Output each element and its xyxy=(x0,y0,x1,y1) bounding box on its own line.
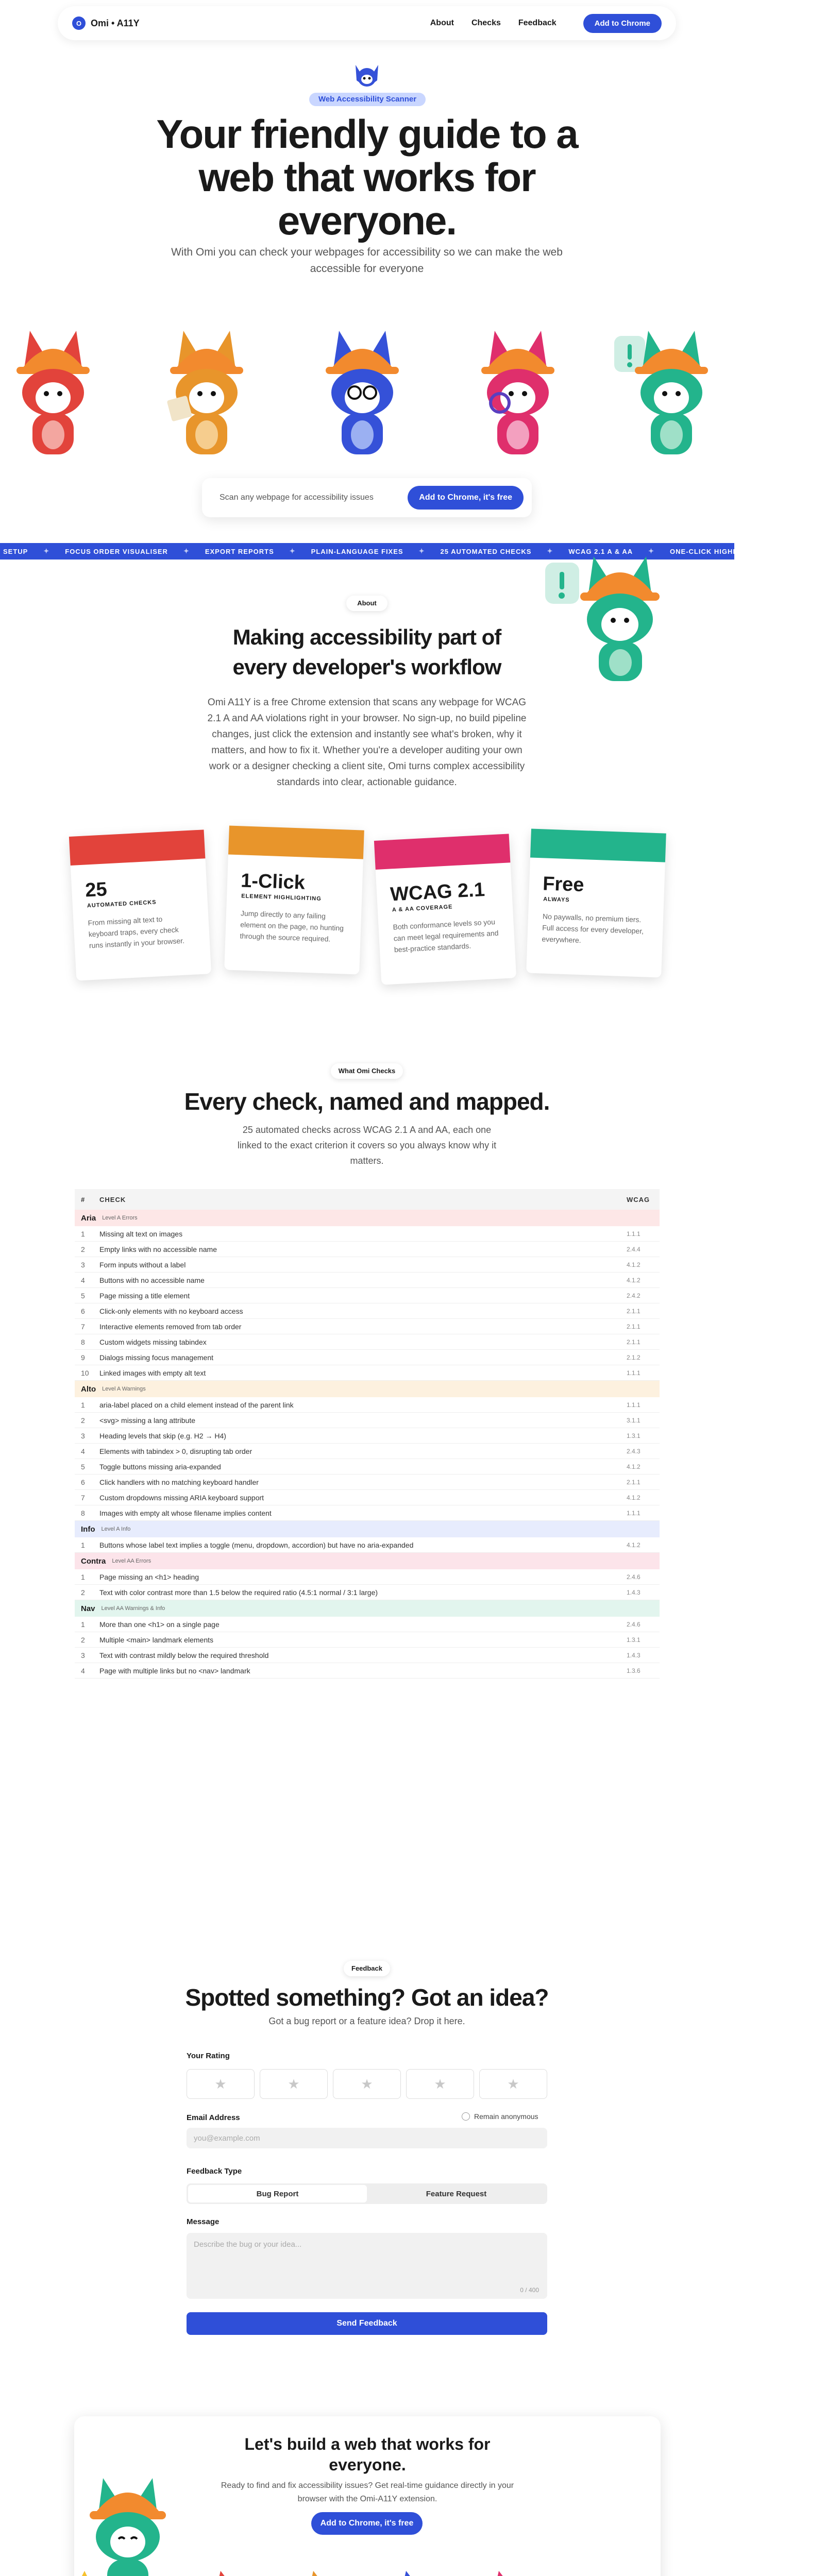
col-num-header: # xyxy=(81,1195,86,1204)
row-wcag: 1.1.1 xyxy=(627,1230,640,1238)
scan-bar xyxy=(202,478,532,517)
message-label: Message xyxy=(187,2217,220,2226)
row-number: 4 xyxy=(81,1276,85,1284)
mascot-green-icon xyxy=(612,315,715,465)
feedback-subtitle: Got a bug report or a feature idea? Drop it here. xyxy=(268,2016,465,2026)
row-check: Click handlers with no matching keyboard handler xyxy=(99,1478,259,1486)
row-check: Multiple <main> landmark elements xyxy=(99,1635,213,1644)
table-row xyxy=(75,1303,660,1319)
star-1-icon[interactable]: ★ xyxy=(187,2069,255,2099)
row-number: 7 xyxy=(81,1322,85,1331)
row-wcag: 4.1.2 xyxy=(627,1463,640,1470)
row-number: 8 xyxy=(81,1509,85,1517)
row-number: 7 xyxy=(81,1493,85,1502)
row-wcag: 2.4.6 xyxy=(627,1573,640,1581)
card-desc: From missing alt text to keyboard traps, every check runs instantly in your browser. xyxy=(88,914,185,950)
top-nav xyxy=(58,6,676,40)
cta-title: Let's build a web that works for everyone. xyxy=(244,2435,491,2474)
table-row xyxy=(75,1569,660,1585)
row-check: Missing alt text on images xyxy=(99,1229,183,1238)
table-group-header xyxy=(75,1381,660,1397)
card-label: A & AA COVERAGE xyxy=(392,904,453,913)
rating-label: Your Rating xyxy=(187,2052,230,2060)
group-level: Level AA Warnings & Info xyxy=(101,1605,165,1612)
table-group-header xyxy=(75,1210,660,1226)
mascot-red-icon xyxy=(14,315,92,465)
table-row xyxy=(75,1537,660,1553)
row-number: 3 xyxy=(81,1260,85,1269)
table-row xyxy=(75,1319,660,1334)
row-wcag: 1.1.1 xyxy=(627,1509,640,1517)
row-number: 1 xyxy=(81,1620,85,1629)
row-number: 6 xyxy=(81,1478,85,1486)
row-check: Form inputs without a label xyxy=(99,1260,186,1269)
row-wcag: 2.4.3 xyxy=(627,1447,640,1455)
email-field[interactable]: you@example.com xyxy=(187,2128,547,2148)
table-row xyxy=(75,1350,660,1365)
star-rating xyxy=(187,2069,547,2099)
row-check: Dialogs missing focus management xyxy=(99,1353,213,1362)
hero-badge: Web Accessibility Scanner xyxy=(309,93,426,106)
row-check: Buttons with no accessible name xyxy=(99,1276,205,1284)
stat-card-checks xyxy=(69,829,211,980)
group-level: Level A Warnings xyxy=(102,1386,146,1392)
table-row xyxy=(75,1288,660,1303)
row-check: Text with contrast mildly below the required threshold xyxy=(99,1651,269,1659)
card-header xyxy=(530,829,666,862)
marquee-item: SETUP xyxy=(3,547,28,555)
checks-table xyxy=(75,1189,660,1679)
mascot-orange-icon xyxy=(168,315,245,465)
group-level: Level A Errors xyxy=(102,1215,138,1221)
radio-icon xyxy=(462,2112,470,2121)
row-number: 1 xyxy=(81,1229,85,1238)
stat-card-wcag xyxy=(374,834,516,985)
table-row xyxy=(75,1365,660,1381)
row-number: 2 xyxy=(81,1588,85,1597)
marquee-item: ONE-CLICK HIGHLIGHTING xyxy=(670,547,769,555)
row-wcag: 1.1.1 xyxy=(627,1369,640,1377)
about-title: Making accessibility part of every developer's workflow xyxy=(232,625,501,679)
table-row xyxy=(75,1459,660,1475)
add-to-chrome-button[interactable]: Add to Chrome xyxy=(583,14,662,33)
row-number: 9 xyxy=(81,1353,85,1362)
group-level: Level A Info xyxy=(101,1526,131,1532)
brand-name: Omi • A11Y xyxy=(91,18,140,28)
nav-link-checks[interactable]: Checks xyxy=(471,19,501,27)
message-field[interactable] xyxy=(187,2233,547,2299)
table-row xyxy=(75,1490,660,1505)
star-4-icon[interactable]: ★ xyxy=(406,2069,474,2099)
stat-card-click xyxy=(224,826,364,975)
card-desc: No paywalls, no premium tiers. Full access for every developer, everywhere. xyxy=(542,912,644,945)
char-counter: 0 / 400 xyxy=(520,2286,539,2294)
table-row xyxy=(75,1226,660,1242)
table-row xyxy=(75,1273,660,1288)
row-number: 5 xyxy=(81,1462,85,1471)
row-number: 2 xyxy=(81,1245,85,1253)
card-label: AUTOMATED CHECKS xyxy=(87,899,157,909)
row-check: Interactive elements removed from tab order xyxy=(99,1322,242,1331)
row-number: 3 xyxy=(81,1651,85,1659)
row-check: Heading levels that skip (e.g. H2 → H4) xyxy=(99,1431,226,1440)
table-row xyxy=(75,1632,660,1648)
row-number: 4 xyxy=(81,1447,85,1455)
marquee-item: WCAG 2.1 A & AA xyxy=(568,547,633,555)
row-wcag: 1.3.1 xyxy=(627,1636,640,1643)
table-header xyxy=(75,1189,660,1210)
cta-add-to-chrome-button[interactable]: Add to Chrome, it's free xyxy=(311,2512,423,2535)
row-check: Elements with tabindex > 0, disrupting tab order xyxy=(99,1447,252,1455)
email-label: Email Address xyxy=(187,2113,240,2122)
group-name: Info xyxy=(81,1524,95,1534)
scan-prompt: Scan any webpage for accessibility issues xyxy=(220,493,374,502)
about-pill: About xyxy=(346,596,387,611)
row-check: Custom widgets missing tabindex xyxy=(99,1337,207,1346)
feedback-type-toggle xyxy=(187,2183,547,2204)
row-number: 5 xyxy=(81,1291,85,1300)
nav-link-feedback[interactable]: Feedback xyxy=(518,19,557,27)
table-row xyxy=(75,1444,660,1459)
group-name: Alto xyxy=(81,1384,96,1394)
nav-link-about[interactable]: About xyxy=(430,19,454,27)
tab-bug-report[interactable]: Bug Report xyxy=(188,2185,367,2202)
table-row xyxy=(75,1413,660,1428)
about-mascot-icon xyxy=(542,544,669,683)
table-row xyxy=(75,1397,660,1413)
row-check: Buttons whose label text implies a toggle (menu, dropdown, accordion) but have no aria-expanded xyxy=(99,1540,414,1549)
cta-body: Ready to find and fix accessibility issues? Get real-time guidance directly in your browser with the Omi-A11Y extension. xyxy=(221,2481,514,2503)
row-number: 3 xyxy=(81,1431,85,1440)
row-wcag: 2.1.1 xyxy=(627,1323,640,1330)
row-number: 1 xyxy=(81,1540,85,1549)
row-number: 4 xyxy=(81,1666,85,1675)
marquee-item: FOCUS ORDER VISUALISER xyxy=(65,547,168,555)
col-check-header: CHECK xyxy=(99,1195,126,1204)
table-row xyxy=(75,1257,660,1273)
row-number: 2 xyxy=(81,1416,85,1425)
row-wcag: 2.4.2 xyxy=(627,1292,640,1299)
checks-body: 25 automated checks across WCAG 2.1 A and AA, each one linked to the exact criterion it covers so you always know why it matters. xyxy=(237,1125,497,1166)
group-name: Contra xyxy=(81,1556,106,1566)
row-number: 2 xyxy=(81,1635,85,1644)
brand-logo[interactable] xyxy=(72,16,140,30)
table-row xyxy=(75,1648,660,1663)
card-label: ELEMENT HIGHLIGHTING xyxy=(241,893,322,902)
table-row xyxy=(75,1334,660,1350)
row-check: More than one <h1> on a single page xyxy=(99,1620,220,1629)
row-check: Page missing a title element xyxy=(99,1291,190,1300)
card-label: ALWAYS xyxy=(543,896,570,904)
row-check: Page missing an <h1> heading xyxy=(99,1572,199,1581)
marquee-item: EXPORT REPORTS xyxy=(205,547,274,555)
send-feedback-button[interactable]: Send Feedback xyxy=(187,2312,547,2335)
row-wcag: 2.1.1 xyxy=(627,1478,640,1486)
row-wcag: 4.1.2 xyxy=(627,1541,640,1549)
card-value: 1-Click xyxy=(240,870,306,894)
row-number: 10 xyxy=(81,1368,89,1377)
anonymous-label: Remain anonymous xyxy=(474,2112,538,2121)
hero-subtitle: With Omi you can check your webpages for accessibility so we can make the web accessible for everyone xyxy=(171,246,563,275)
row-number: 6 xyxy=(81,1307,85,1315)
col-wcag-header: WCAG xyxy=(627,1195,650,1204)
row-wcag: 4.1.2 xyxy=(627,1494,640,1501)
nav-links xyxy=(430,19,557,28)
feedback-pill: Feedback xyxy=(344,1961,390,1976)
star-2-icon[interactable]: ★ xyxy=(260,2069,328,2099)
table-row xyxy=(75,1428,660,1444)
table-row xyxy=(75,1475,660,1490)
hero-add-to-chrome-button[interactable]: Add to Chrome, it's free xyxy=(408,486,524,510)
row-wcag: 1.4.3 xyxy=(627,1651,640,1659)
table-group-header xyxy=(75,1600,660,1617)
table-row xyxy=(75,1585,660,1600)
cta-mascot-icon xyxy=(77,2468,175,2576)
group-name: Nav xyxy=(81,1604,95,1613)
star-5-icon[interactable]: ★ xyxy=(479,2069,547,2099)
row-wcag: 4.1.2 xyxy=(627,1261,640,1268)
row-wcag: 1.3.6 xyxy=(627,1667,640,1674)
row-check: Toggle buttons missing aria-expanded xyxy=(99,1462,221,1471)
star-3-icon[interactable]: ★ xyxy=(333,2069,401,2099)
group-name: Aria xyxy=(81,1213,96,1223)
row-check: Linked images with empty alt text xyxy=(99,1368,206,1377)
row-check: Images with empty alt whose filename implies content xyxy=(99,1509,272,1517)
row-wcag: 1.4.3 xyxy=(627,1588,640,1596)
row-check: Page with multiple links but no <nav> landmark xyxy=(99,1666,250,1675)
table-row xyxy=(75,1505,660,1521)
card-desc: Both conformance levels so you can meet legal requirements and best-practice standards. xyxy=(393,917,499,954)
marquee-item: FREE xyxy=(806,547,826,555)
row-wcag: 3.1.1 xyxy=(627,1416,640,1424)
message-placeholder: Describe the bug or your idea... xyxy=(194,2240,302,2249)
mascot-head-icon xyxy=(351,58,382,89)
marquee-item: PLAIN-LANGUAGE FIXES xyxy=(311,547,403,555)
mascot-pink-icon xyxy=(479,315,557,465)
row-check: <svg> missing a lang attribute xyxy=(99,1416,195,1425)
table-row xyxy=(75,1242,660,1257)
feature-marquee: SETUP ✦ FOCUS ORDER VISUALISER ✦ EXPORT REPORTS ✦ PLAIN-LANGUAGE FIXES ✦ 25 AUTOMATED CHECKS ✦ WCAG 2.1 A & AA ✦ ONE-CLICK HIGHLIGHTING ✦ FREE xyxy=(0,543,734,560)
row-check: Empty links with no accessible name xyxy=(99,1245,217,1253)
card-value: Free xyxy=(542,873,585,896)
about-body: Omi A11Y is a free Chrome extension that scans any webpage for WCAG 2.1 A and AA violations right in your browser. No sign-up, no build pipeline changes, just click the extension and instantly see what's broken, why it matters, and how to fix it. Whether you're a developer auditing your own work or a designer checking a client site, Omi turns complex accessibility standards into clear, actionable guidance. xyxy=(207,697,527,788)
row-wcag: 2.4.6 xyxy=(627,1620,640,1628)
row-wcag: 1.3.1 xyxy=(627,1432,640,1439)
group-level: Level AA Errors xyxy=(112,1558,151,1564)
row-wcag: 2.1.1 xyxy=(627,1338,640,1346)
mascot-blue-icon xyxy=(324,315,401,465)
row-number: 1 xyxy=(81,1572,85,1581)
table-row xyxy=(75,1663,660,1679)
row-number: 8 xyxy=(81,1337,85,1346)
row-check: aria-label placed on a child element instead of the parent link xyxy=(99,1400,294,1409)
card-value: 25 xyxy=(85,878,108,902)
cta-banner xyxy=(74,2416,661,2576)
feedback-title: Spotted something? Got an idea? xyxy=(185,1984,549,2011)
cta-mascot-row-icon xyxy=(210,2566,530,2576)
anonymous-toggle[interactable] xyxy=(462,2112,538,2121)
card-value: WCAG 2.1 xyxy=(390,878,485,906)
table-group-header xyxy=(75,1521,660,1537)
card-header xyxy=(228,826,364,859)
row-check: Custom dropdowns missing ARIA keyboard support xyxy=(99,1493,264,1502)
table-row xyxy=(75,1617,660,1632)
row-wcag: 2.1.1 xyxy=(627,1307,640,1315)
row-check: Click-only elements with no keyboard access xyxy=(99,1307,243,1315)
checks-title: Every check, named and mapped. xyxy=(184,1088,550,1115)
stat-card-free xyxy=(526,829,666,978)
logo-icon: O xyxy=(72,16,86,30)
type-label: Feedback Type xyxy=(187,2167,242,2176)
row-wcag: 2.4.4 xyxy=(627,1245,640,1253)
row-wcag: 1.1.1 xyxy=(627,1401,640,1409)
hero-title: Your friendly guide to a web that works for everyone. xyxy=(156,111,578,243)
table-group-header xyxy=(75,1553,660,1569)
row-wcag: 2.1.2 xyxy=(627,1353,640,1361)
marquee-item: 25 AUTOMATED CHECKS xyxy=(440,547,532,555)
tab-feature-request[interactable]: Feature Request xyxy=(426,2189,487,2198)
checks-pill: What Omi Checks xyxy=(331,1063,403,1079)
row-check: Text with color contrast more than 1.5 below the required ratio (4.5:1 normal / 3:1 large) xyxy=(99,1588,378,1597)
mascot-lineup xyxy=(0,315,734,465)
card-desc: Jump directly to any failing element on the page, no hunting through the source required. xyxy=(240,909,344,943)
row-wcag: 4.1.2 xyxy=(627,1276,640,1284)
row-number: 1 xyxy=(81,1400,85,1409)
